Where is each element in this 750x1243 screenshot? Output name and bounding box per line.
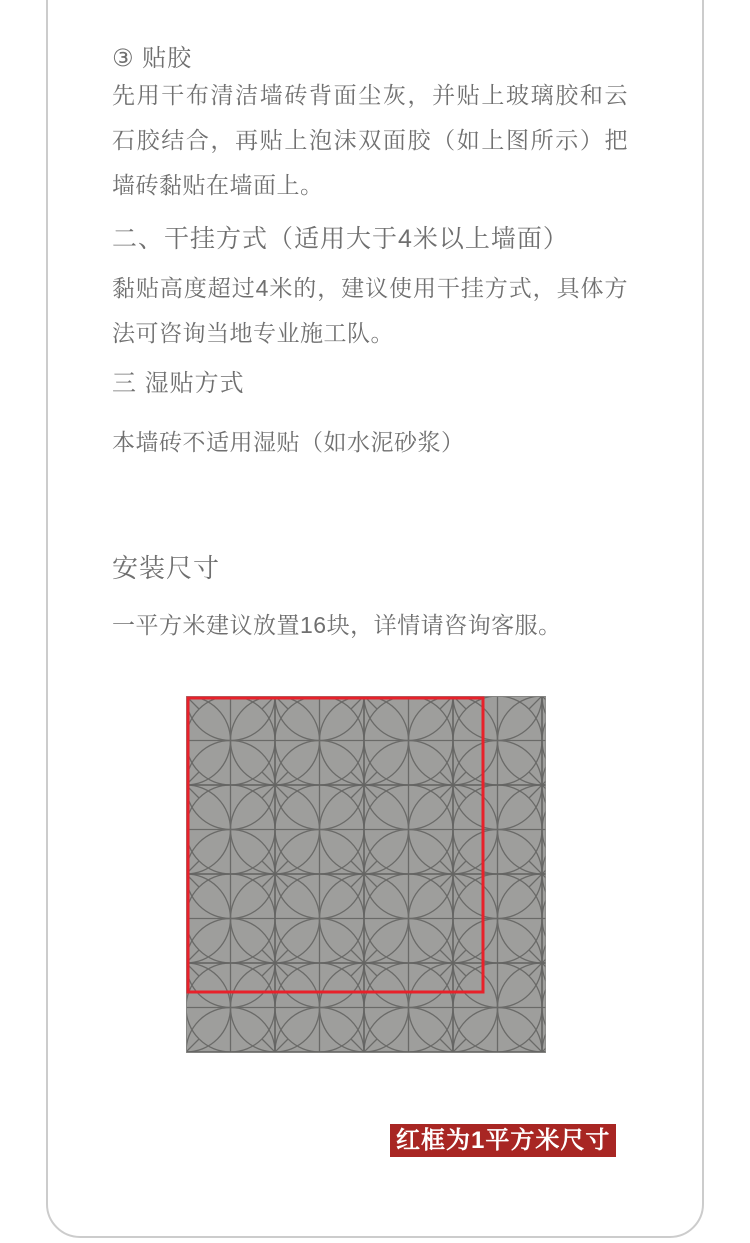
section-body-wet-paste: 本墙砖不适用湿贴（如水泥砂浆）: [112, 429, 465, 455]
section-title-dry-hang: 二、干挂方式（适用大于4米以上墙面）: [112, 225, 569, 253]
red-frame-caption-badge: 红框为1平方米尺寸: [390, 1124, 616, 1157]
section-body-glue-step: 先用干布清洁墙砖背面尘灰，并贴上玻璃胶和云石胶结合，再贴上泡沫双面胶（如上图所示）把墙砖黏贴在墙面上。: [112, 82, 628, 198]
tile-pattern-image: [186, 696, 546, 1053]
section-title-wet-paste: 三 湿贴方式: [112, 370, 245, 397]
tile-pattern-fill: [186, 696, 546, 1053]
section-title-glue-step: ③ 贴胶: [112, 45, 193, 72]
section-body-dry-hang: 黏贴高度超过4米的，建议使用干挂方式，具体方法可咨询当地专业施工队。: [112, 275, 628, 346]
tile-layout-diagram: [186, 696, 546, 1053]
section-title-install-size: 安装尺寸: [112, 553, 221, 583]
section-body-install-size: 一平方米建议放置16块，详情请咨询客服。: [112, 612, 562, 638]
